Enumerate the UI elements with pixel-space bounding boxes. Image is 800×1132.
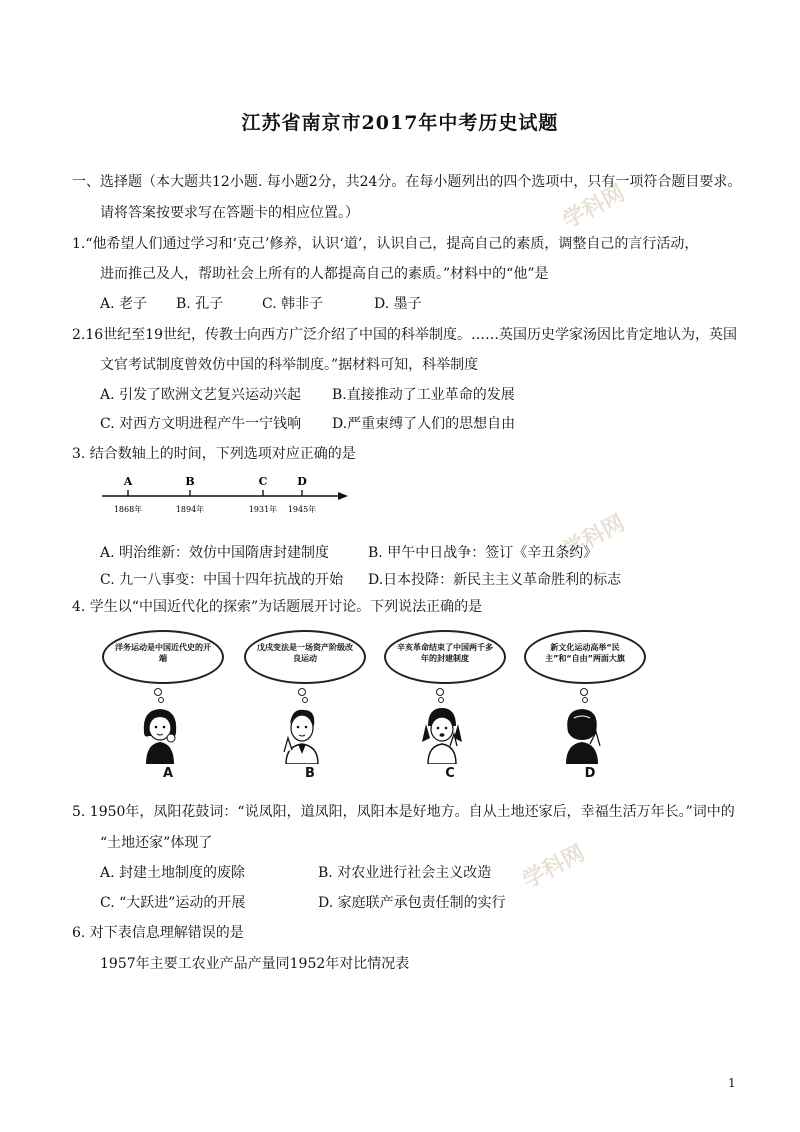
q3-option-c[interactable]: C. 九一八事变：中国十四年抗战的开始 [100,572,344,588]
bubble-tail [298,688,306,696]
timeline-letter: C [258,475,268,488]
student-girl-icon [138,704,182,764]
q2-options-row1 [100,385,720,405]
q5-options-row2 [100,893,720,913]
bubble-tail [582,697,588,703]
q4-stem: 4. 学生以“中国近代化的探索”为话题展开讨论。下列说法正确的是 [72,599,483,615]
bubble-tail [154,688,162,696]
timeline-year: 1868年 [113,505,143,514]
q5-option-c[interactable]: C. “大跃进”运动的开展 [100,895,246,911]
cartoon-label: C [445,766,455,781]
q3-option-d[interactable]: D.日本投降：新民主主义革命胜利的标志 [368,572,622,588]
q5-stem-cont: “土地还家”体现了 [100,835,213,851]
q2-option-d[interactable]: D.严重束缚了人们的思想自由 [332,416,516,432]
timeline-axis [100,472,350,522]
timeline-letter: A [123,475,133,488]
cartoon-d[interactable] [520,618,660,786]
q3-option-b[interactable]: B. 甲午中日战争：签订《辛丑条约》 [368,545,598,561]
speech-bubble: 辛亥革命结束了中国两千多年的封建制度 [384,630,506,684]
timeline-year: 1945年 [287,505,317,514]
bubble-tail [438,697,444,703]
watermark: 学科网 [558,510,629,564]
cartoon-c[interactable] [380,618,520,786]
q2-option-b[interactable]: B.直接推动了工业革命的发展 [332,387,515,403]
cartoon-label: D [584,766,596,781]
q2-option-c[interactable]: C. 对西方文明进程产牛一宁钱响 [100,416,302,432]
q1-option-b[interactable]: B. 孔子 [176,296,224,312]
page-title: 江苏省南京市2017年中考历史试题 [241,112,559,134]
timeline-year: 1894年 [175,505,205,514]
q2-stem: 2.16世纪至19世纪，传教士向西方广泛介绍了中国的科举制度。……英国历史学家汤因比肯定地认为，英国 [72,327,737,343]
timeline-year: 1931年 [248,505,278,514]
watermark: 学科网 [518,840,589,894]
q5-stem: 5. 1950年，凤阳花鼓词：“说凤阳，道凤阳，凤阳本是好地方。自从土地还家后，幸福生活万年长。”词中的 [72,804,735,820]
q2-stem-cont: 文官考试制度曾效仿中国的科举制度。”据材料可知，科举制度 [100,357,479,373]
page-number: 1 [728,1076,736,1090]
q3-options-row2 [100,570,720,590]
q3-options-row1 [100,543,720,563]
q2-option-a[interactable]: A. 引发了欧洲文艺复兴运动兴起 [100,387,302,403]
cartoon-label: A [162,766,174,781]
cartoon-b[interactable] [240,618,380,786]
q5-option-a[interactable]: A. 封建土地制度的废除 [100,865,246,881]
q3-option-a[interactable]: A. 明治维新：效仿中国隋唐封建制度 [100,545,330,561]
cartoon-a[interactable] [98,618,238,786]
q2-options-row2 [100,414,720,434]
timeline-letter: D [297,475,307,488]
bubble-tail [436,688,444,696]
q1-option-c[interactable]: C. 韩非子 [262,296,324,312]
q1-options [100,294,720,314]
timeline-letter: B [185,475,195,488]
q5-option-d[interactable]: D. 家庭联产承包责任制的实行 [318,895,506,911]
q1-option-d[interactable]: D. 墨子 [374,296,422,312]
q1-option-a[interactable]: A. 老子 [100,296,148,312]
section-instructions: 一、选择题（本大题共12小题. 每小题2分，共24分。在每小题列出的四个选项中，只有一项符合题目要求。 [72,174,742,190]
section-instructions-cont: 请将答案按要求写在答题卡的相应位置。） [100,205,359,221]
speech-bubble: 洋务运动是中国近代史的开端 [102,630,224,684]
cartoon-label: B [305,766,315,781]
bubble-tail [158,697,164,703]
bubble-tail [302,697,308,703]
speech-bubble: 新文化运动高举“民主”和“自由”两面大旗 [524,630,646,684]
q1-stem: 1.“他希望人们通过学习和‘克己’修养，认识‘道’，认识自己，提高自己的素质，调整自己的言行活动， [72,236,699,252]
q5-options-row1 [100,863,720,883]
q4-cartoons [98,618,658,786]
bubble-tail [580,688,588,696]
q3-stem: 3. 结合数轴上的时间，下列选项对应正确的是 [72,446,356,462]
q5-option-b[interactable]: B. 对农业进行社会主义改造 [318,865,492,881]
speech-bubble: 戊戌变法是一场资产阶级改良运动 [244,630,366,684]
watermark: 学科网 [558,180,629,234]
student-boy-icon [280,704,324,764]
q1-stem-cont: 进而推己及人，帮助社会上所有的人都提高自己的素质。”材料中的“他”是 [100,266,549,282]
student-girl-pigtails-icon [420,704,464,764]
table-caption: 1957年主要工农业产品产量同1952年对比情况表 [100,956,410,972]
timeline-arrow [338,492,348,500]
student-back-icon [560,704,604,764]
q6-stem: 6. 对下表信息理解错误的是 [72,925,244,941]
